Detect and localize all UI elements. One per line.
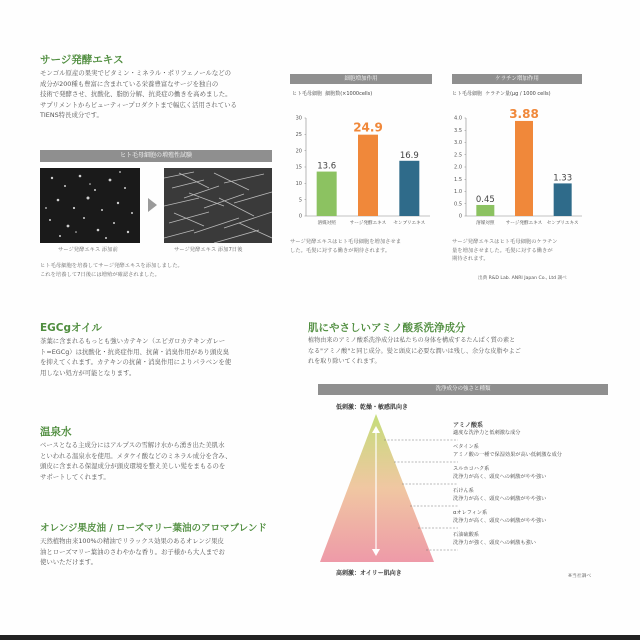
microscope-after-image [164,168,272,243]
level-sulfosuccinate: スルホコハク系 洗浄力が高く、頭皮への刺激がやや強い [453,466,547,480]
cells-before-graphic [40,168,140,243]
level-amino: アミノ酸系 適度な洗浄力と低刺激な成分 [453,422,521,436]
y-tick-label: 1.0 [454,189,462,196]
orange-text: 天然植物由来100%の精油でリラックス効果のあるオレンジ果皮 油とローズマリー葉油のさわやかな香り。お子様から大人までお 使いいただけます。 [40,537,225,566]
bar-value-label: 1.33 [553,173,573,184]
surge-text: モンゴル原産の果実でビタミン・ミネラル・ポリフェノールなどの 成分が200種も豊富に含まれている栄養豊富なサージを独自の 技術で発酵させ、抗酸化、脂肪分解、抗炎症の働きを高めました。 サプリメントからビューティープロダクトまで幅広く活用されている TIENS特長成分です。 [40,69,237,119]
onsen-title: 温泉水 [40,426,72,438]
bar-0 [476,205,494,216]
microscope-before-image [40,168,140,243]
y-tick-label: 30 [295,115,302,122]
pyramid-bottom-label: 高刺激：オイリー肌向き [336,570,402,577]
egcg-title: EGCgオイル [40,322,102,334]
bottom-border [0,635,640,640]
y-tick-label: 1.5 [454,176,462,183]
surge-note: ヒト毛母細胞を培養してサージ発酵エキスを添加しました。 これを培養して7日後には増殖が確認されました。 [40,263,183,278]
y-tick-label: 15 [295,164,302,171]
bar-1 [515,121,533,216]
surge-title: サージ発酵エキス [40,54,124,66]
onsen-text: ベースとなる主成分にはアルプスの雪解け水から湧き出た美肌水 といわれる温泉水を使用。メタケイ酸などのミネラル成分を含み、 頭皮に含まれる保湿成分が頭皮環境を整え美しい髪をまもるのを サポートしてくれます。 [40,441,232,481]
chart-cells-subtitle: ヒト毛母細胞 細胞数(×1000cells) [292,91,373,97]
bar-value-label: 3.88 [509,106,539,121]
source-note: 出典 R&D Lab. ANRI Japan Co., Ltd 調べ [478,276,567,281]
y-tick-label: 25 [295,132,302,139]
bar-value-label: 0.45 [475,194,495,205]
cleanser-chart-header: 洗浄成分の強さと種類 [318,384,608,395]
amino-text: 植物由来のアミノ酸系洗浄成分は私たちの身体を構成するたんぱく質の素と なる"アミノ酸"と同じ成分。髪と頭皮に必要な潤いは残し、余分な皮脂やよご れを取り除いてくれます。 [308,337,521,365]
bar-2 [554,183,572,216]
bar-2 [399,161,419,216]
bar-1 [358,135,378,216]
category-label: サージ発酵エキス [505,221,543,226]
chart-cells-header: 細胞増加作用 [290,74,432,84]
bar-0 [317,172,337,216]
chart-keratin-subtitle: ヒト毛母細胞 ケラチン量(μg / 1000 cells) [452,91,551,97]
y-tick-label: 2.0 [454,164,462,171]
y-tick-label: 3.0 [454,140,462,147]
y-tick-label: 5 [298,197,302,204]
bar-value-label: 13.6 [317,161,337,172]
orange-title: オレンジ果皮油 / ローズマリー葉油のアロマブレンド [40,523,267,534]
bar-value-label: 16.9 [399,150,419,161]
y-tick-label: 3.5 [454,127,462,134]
y-tick-label: 0 [298,213,302,220]
chart-keratin-header: ケラチン増加作用 [452,74,582,84]
caption-after: サージ発酵エキス 添加7日後 [174,247,243,253]
amino-title: 肌にやさしいアミノ酸系洗浄成分 [308,322,466,334]
pyramid-top-label: 低刺激：乾燥・敏感肌向き [336,404,409,411]
y-tick-label: 4.0 [454,115,462,122]
y-tick-label: 10 [295,181,302,188]
chart-cells-desc: サージ発酵エキスはヒト毛母細胞を増加させま した。毛髪に対する働きが期待されます。 [290,239,402,254]
level-olefin: αオレフィン系 洗浄力が高く、頭皮への刺激がやや強い [453,510,547,524]
caption-before: サージ発酵エキス 添加前 [58,247,118,253]
y-tick-label: 0.5 [454,201,462,208]
chart-keratin-desc: サージ発酵エキスはヒト毛母細胞のケラチン 量を増加させました。毛髪に対する働きが 期待されます。 [452,239,558,262]
bar-value-label: 24.9 [353,120,383,135]
level-soap: 石けん系 洗浄力が高く、頭皮への刺激がやや強い [453,488,547,502]
category-label: サージ発酵エキス [349,221,387,226]
pyramid-note: ※当社調べ [568,574,592,579]
cells-bar-chart [290,98,435,230]
category-label: 溶媒対照 [476,221,495,226]
level-petroleum-sulfate: 石油硫酸系 洗浄力が強く、頭皮への刺激も強い [453,532,536,546]
y-tick-label: 20 [295,148,302,155]
y-tick-label: 0 [458,213,462,220]
egcg-text: 茶葉に含まれるもっとも強いカテキン（エピガロカテキンガレー ト=EGCg）は抗酸化・抗炎症作用、抗菌・消臭作用があり頭皮臭 を抑えてくれます。カテキンの抗菌・消臭作用によりパラベンを使 用しない処方が可能となります。 [40,337,232,377]
category-label: 溶媒対照 [317,221,336,226]
pyramid-graphic [310,412,460,564]
cleanser-levels [453,422,613,554]
cells-after-graphic [164,168,272,243]
y-tick-label: 2.5 [454,152,462,159]
hair-cell-test-bar: ヒト毛母細胞の増殖性試験 [40,150,272,162]
arrow-right-icon [148,198,157,212]
category-label: センブリエキス [393,221,426,226]
level-betaine: ベタイン系 アミノ酸の一種で保湿効果が高い低刺激な成分 [453,444,562,458]
keratin-bar-chart [450,98,585,230]
pyramid-shape [320,414,434,562]
category-label: センブリエキス [546,221,579,226]
